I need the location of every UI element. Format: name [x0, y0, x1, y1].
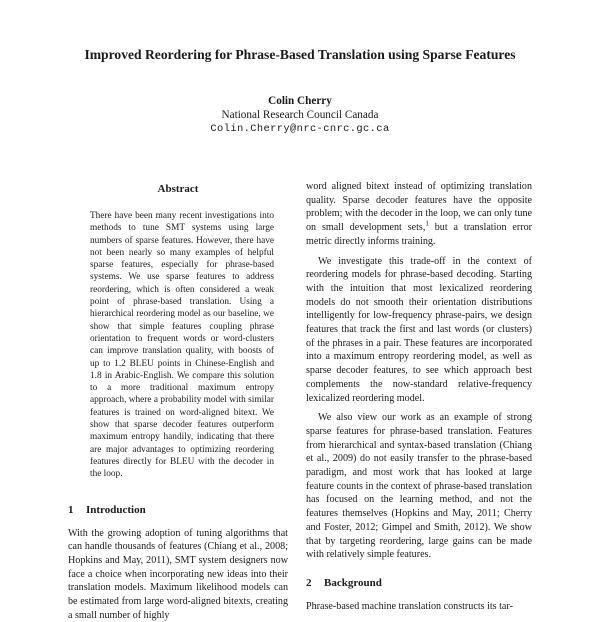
section-heading-introduction: [68, 503, 288, 517]
paper-title: Improved Reordering for Phrase-Based Translation using Sparse Features: [84, 47, 516, 62]
right-paragraph-3: We also view our work as an example of strong sparse features for phrase-based translation. Features from hierarchical and syntax-based translation (Chiang et al., 2009) do not easily transfer to the phrase-based paradigm, and most work that has looked at large feature counts in the context of phrase-based translation has focused on the learning method, and not the features themselves (Hopkins and May, 2011; Cherry and Foster, 2012; Gimpel and Smith, 2012). We show that by targeting reordering, large gains can be made with relatively simple features.: [306, 412, 532, 561]
author-name: Colin Cherry: [268, 95, 332, 107]
left-column: [68, 180, 288, 622]
left-column-clip: [68, 0, 296, 621]
introduction-paragraph: With the growing adoption of tuning algorithms that can handle thousands of features (Chiang et al., 2008; Hopkins and May, 2011), SMT system designers now face a choice when incorporating new ideas into their translation models. Maximum likelihood models can be estimated from large word-aligned bitexts, creating a small number of highly: [68, 527, 288, 621]
footnote-marker: 1: [425, 219, 429, 228]
section-title: Introduction: [86, 503, 146, 516]
right-paragraph-2: We investigate this trade-off in the context of reordering models for phrase-based decoding. Starting with the intuition that most lexicalized reordering models do not smooth their orientation distributions intelligently for low-frequency phrase-pairs, we design features that track the first and last words (or clusters) of the phrases in a pair. These features are incorporated into a maximum entropy reordering model, as well as sparse decoder features, to see which approach best complements the now-standard relative-frequency lexicalized reordering model.: [306, 255, 532, 404]
background-paragraph: Phrase-based machine translation constructs its tar-: [306, 600, 513, 612]
section-title: Background: [324, 576, 382, 589]
right-paragraph-1-tail: but a translation error metric directly informs training.: [306, 222, 532, 247]
section-number: 2: [306, 576, 312, 589]
right-column: [306, 180, 532, 614]
abstract-heading: Abstract: [157, 183, 199, 195]
right-column-clip: [300, 0, 540, 612]
author-email: Colin.Cherry@nrc-cnrc.gc.ca: [210, 123, 390, 135]
right-paragraph-1-text: word aligned bitext instead of optimizing translation quality. Sparse decoder features have the opposite problem; with the decoder in the loop, we can only tune on small development sets,: [306, 181, 532, 234]
author-affiliation: National Research Council Canada: [221, 109, 379, 121]
abstract-text: There have been many recent investigations into methods to tune SMT systems using large numbers of sparse features. However, there have not been nearly so many examples of helpful sparse features, especially for phrase-based systems. We use sparse features to address reordering, which is often considered a weak point of phrase-based translation. Using a hierarchical reordering model as our baseline, we show that simple features coupling phrase orientation to frequent words or word-clusters can improve translation quality, with boosts of up to 1.2 BLEU points in Chinese-English and 1.8 in Arabic-English. We compare this solution to a more traditional maximum entropy approach, where a probability model with similar features is trained on word-aligned bitext. We show that sparse decoder features outperform maximum entropy handily, indicating that there are major advantages to optimizing reordering features directly for BLEU with the decoder in the loop.: [90, 211, 274, 480]
section-heading-background: [306, 576, 532, 590]
section-number: 1: [68, 503, 74, 516]
right-paragraph-1: [306, 180, 532, 249]
